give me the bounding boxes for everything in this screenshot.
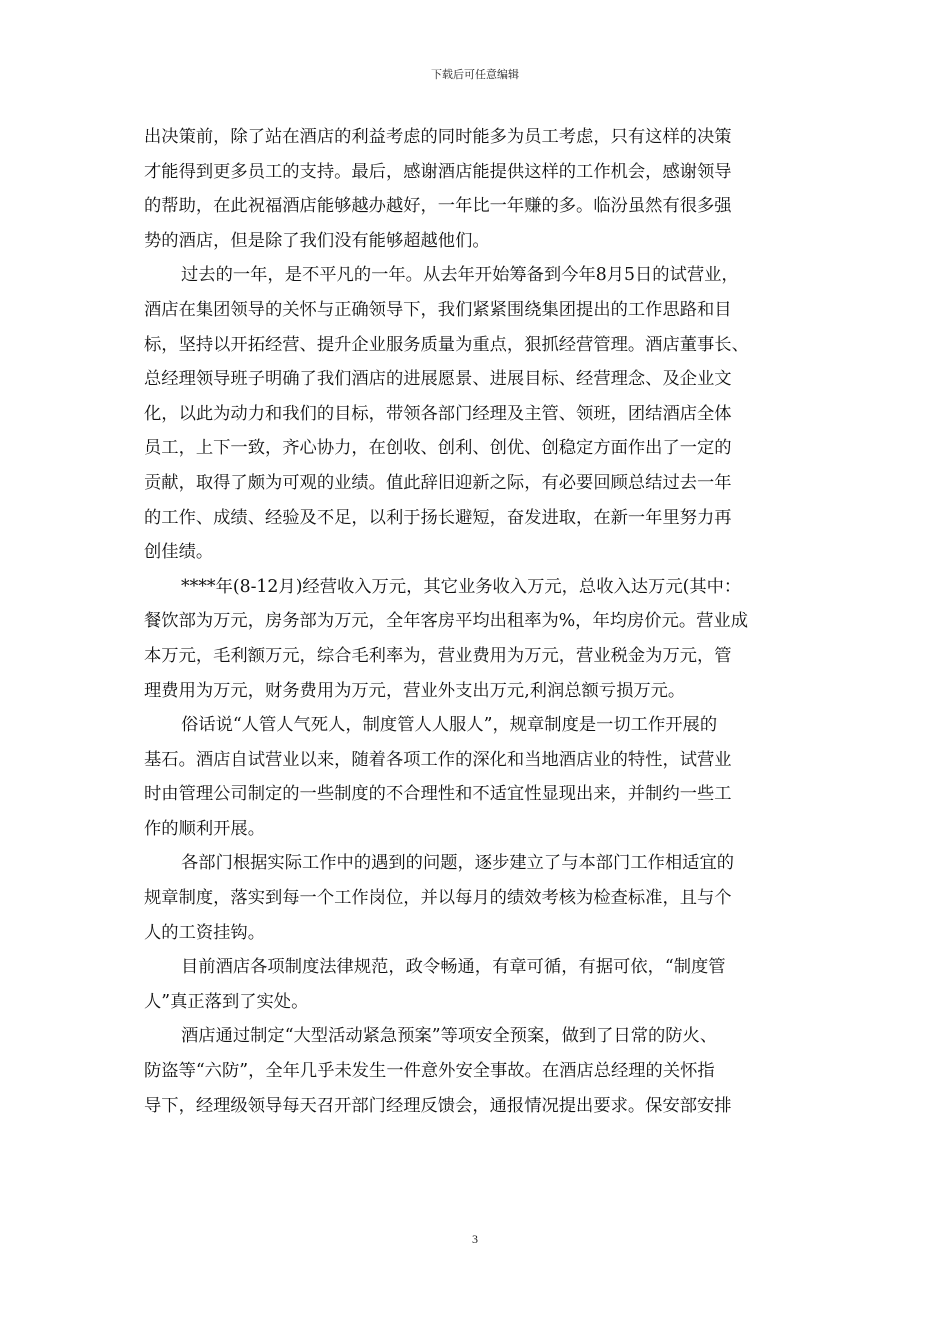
text-line: 的工作、成绩、经验及不足，以利于扬长避短，奋发进取，在新一年里努力再: [144, 507, 732, 528]
text-line: 势的酒店，但是除了我们没有能够超越他们。: [144, 230, 490, 251]
text-line: 人”真正落到了实处。: [144, 991, 309, 1012]
text-line: 人的工资挂钩。: [144, 922, 265, 943]
text-line: 过去的一年，是不平凡的一年。从去年开始筹备到今年8月5日的试营业，: [181, 265, 739, 286]
paragraph: [144, 1019, 810, 1123]
text-line: 各部门根据实际工作中的遇到的问题，逐步建立了与本部门工作相适宜的: [181, 853, 735, 874]
text-line: 出决策前，除了站在酒店的利益考虑的同时能多为员工考虑，只有这样的决策: [144, 127, 732, 147]
text-line: ****年(8-12月)经营收入万元，其它业务收入万元，总收入达万元(其中：: [181, 576, 742, 597]
paragraph: [144, 708, 810, 846]
text-line: 导下，经理级领导每天召开部门经理反馈会，通报情况提出要求。保安部安排: [144, 1095, 732, 1116]
text-line: 俗话说“人管人气死人，制度管人人服人”，规章制度是一切工作开展的: [181, 715, 718, 736]
text-line: 作的顺利开展。: [144, 818, 265, 839]
text-line: 基石。酒店自试营业以来，随着各项工作的深化和当地酒店业的特性，试营业: [144, 749, 732, 770]
text-line: 创佳绩。: [144, 542, 214, 563]
paragraph: [144, 120, 810, 258]
text-line: 才能得到更多员工的支持。最后，感谢酒店能提供这样的工作机会，感谢领导: [144, 161, 732, 182]
paragraph: [144, 570, 810, 708]
header-note: 下载后可任意编辑: [431, 68, 519, 81]
paragraph: [144, 258, 810, 569]
paragraph: [144, 846, 810, 950]
page-number-value: 3: [472, 1232, 478, 1246]
text-line: 时由管理公司制定的一些制度的不合理性和不适宜性显现出来，并制约一些工: [144, 784, 732, 805]
text-line: 标，坚持以开拓经营、提升企业服务质量为重点，狠抓经营管理。酒店董事长、: [144, 334, 749, 355]
text-line: 贡献，取得了颇为可观的业绩。值此辞旧迎新之际，有必要回顾总结过去一年: [144, 472, 732, 493]
text-line: 餐饮部为万元，房务部为万元，全年客房平均出租率为%，年均房价元。营业成: [144, 611, 748, 632]
paragraph: [144, 950, 810, 1019]
document-body: [144, 120, 810, 1123]
text-line: 的帮助，在此祝福酒店能够越办越好，一年比一年赚的多。临汾虽然有很多强: [144, 196, 732, 217]
text-line: 规章制度，落实到每一个工作岗位，并以每月的绩效考核为检查标准，且与个: [144, 888, 732, 909]
text-line: 酒店在集团领导的关怀与正确领导下，我们紧紧围绕集团提出的工作思路和目: [144, 299, 732, 320]
page-header: [0, 66, 950, 82]
text-line: 总经理领导班子明确了我们酒店的进展愿景、进展目标、经营理念、及企业文: [144, 369, 732, 390]
text-line: 本万元，毛利额万元，综合毛利率为，营业费用为万元，营业税金为万元，管: [144, 645, 732, 666]
text-line: 防盗等“六防”，全年几乎未发生一件意外安全事故。在酒店总经理的关怀指: [144, 1061, 715, 1082]
text-line: 员工，上下一致，齐心协力，在创收、创利、创优、创稳定方面作出了一定的: [144, 438, 732, 459]
page-number: [0, 1232, 950, 1247]
text-line: 酒店通过制定“大型活动紧急预案”等项安全预案，做到了日常的防火、: [181, 1026, 718, 1047]
text-line: 目前酒店各项制度法律规范，政令畅通，有章可循，有据可依，“制度管: [181, 957, 726, 978]
text-line: 理费用为万元，财务费用为万元，营业外支出万元,利润总额亏损万元。: [144, 680, 686, 701]
text-line: 化，以此为动力和我们的目标，带领各部门经理及主管、领班，团结酒店全体: [144, 403, 732, 424]
